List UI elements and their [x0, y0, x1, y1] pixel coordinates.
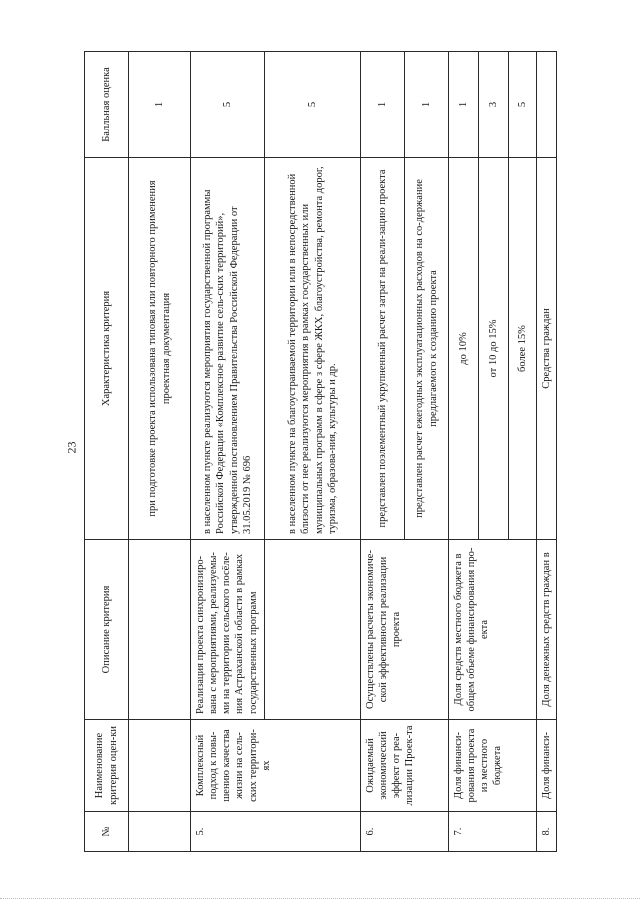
row6-num: 6.: [361, 812, 449, 852]
row6-score2: 1: [405, 52, 449, 158]
row5-desc: Реализация проекта синхронизиро-вана с мероприятиями, реализуемы-ми на территории сельского посёле-ния Астраханской области в рамках государственных программ: [191, 540, 265, 720]
header-score: Балльная оценка: [85, 52, 129, 158]
criteria-table-container: [84, 52, 556, 852]
header-desc: Описание критерия: [85, 540, 129, 720]
row7-char1: до 10%: [449, 158, 479, 540]
row6-score1: 1: [361, 52, 405, 158]
table-header-row: [85, 52, 129, 852]
row-top-score: 1: [129, 52, 191, 158]
row7-score2: 3: [479, 52, 509, 158]
row7-score3: 5: [509, 52, 537, 158]
row-top-char: при подготовке проекта использована типовая или повторного применения проектная документация: [129, 158, 191, 540]
row8-num: 8.: [537, 812, 557, 852]
row5-num: 5.: [191, 812, 361, 852]
row5-score2: 5: [265, 52, 361, 158]
row7-num: 7.: [449, 812, 537, 852]
row8-desc: Доля денежных средств граждан в: [537, 540, 557, 720]
row7-desc: Доля средств местного бюджета в общем объеме финансирования про-екта: [449, 540, 537, 720]
row7-char2: от 10 до 15%: [479, 158, 509, 540]
row7-name: Доля финанси-рования проекта из местного бюджета: [449, 720, 537, 812]
row6-char2: представлен расчет ежегодных эксплуатационных расходов на со-держание предлагаемого к созданию проекта: [405, 158, 449, 540]
row8-name: Доля финанси-: [537, 720, 557, 812]
header-char: Характеристика критерия: [85, 158, 129, 540]
table-row: [191, 52, 265, 852]
page-bottom-dotted-line: [0, 897, 640, 899]
row7-score1: 1: [449, 52, 479, 158]
page-number: 23: [64, 441, 79, 454]
table-row: [361, 52, 405, 852]
row6-desc: Осуществлены расчеты экономиче-ской эффективности реализации проекта: [361, 540, 449, 720]
table-row: [449, 52, 479, 852]
row8-char: Средства граждан: [537, 158, 557, 540]
row6-char1: представлен поэлементный укрупненный расчет затрат на реали-зацию проекта: [361, 158, 405, 540]
row5-score1: 5: [191, 52, 265, 158]
row5-char2: в населенном пункте на благоустраиваемой территории или в непосредственной близости от нее реализуются мероприятия в рамках государственных или муниципальных программ в сфере з сфере ЖКХ, благоустройства, ремонта дорог, туризма, образова-ния, культуры и др.: [265, 158, 361, 540]
row5-char1: в населенном пункте реализуются мероприятия государственной программы Российской Федерации «Комплексное развитие сель-ских территорий», утвержденной постановлением Правительства Российской Федерации от 31.05.2019 № 696: [191, 158, 265, 540]
table-row: [537, 52, 557, 852]
header-name: Наименование критерия оцен-ки: [85, 720, 129, 812]
row5-name: Комплексный подход к повы-шению качества жизни на сель-ских территори-ях: [191, 720, 361, 812]
row7-char3: более 15%: [509, 158, 537, 540]
row6-name: Ожидаемый экономический эффект от реа-лизации Проек-та: [361, 720, 449, 812]
criteria-table: [84, 51, 557, 852]
header-num: №: [85, 812, 129, 852]
table-row: [129, 52, 191, 852]
